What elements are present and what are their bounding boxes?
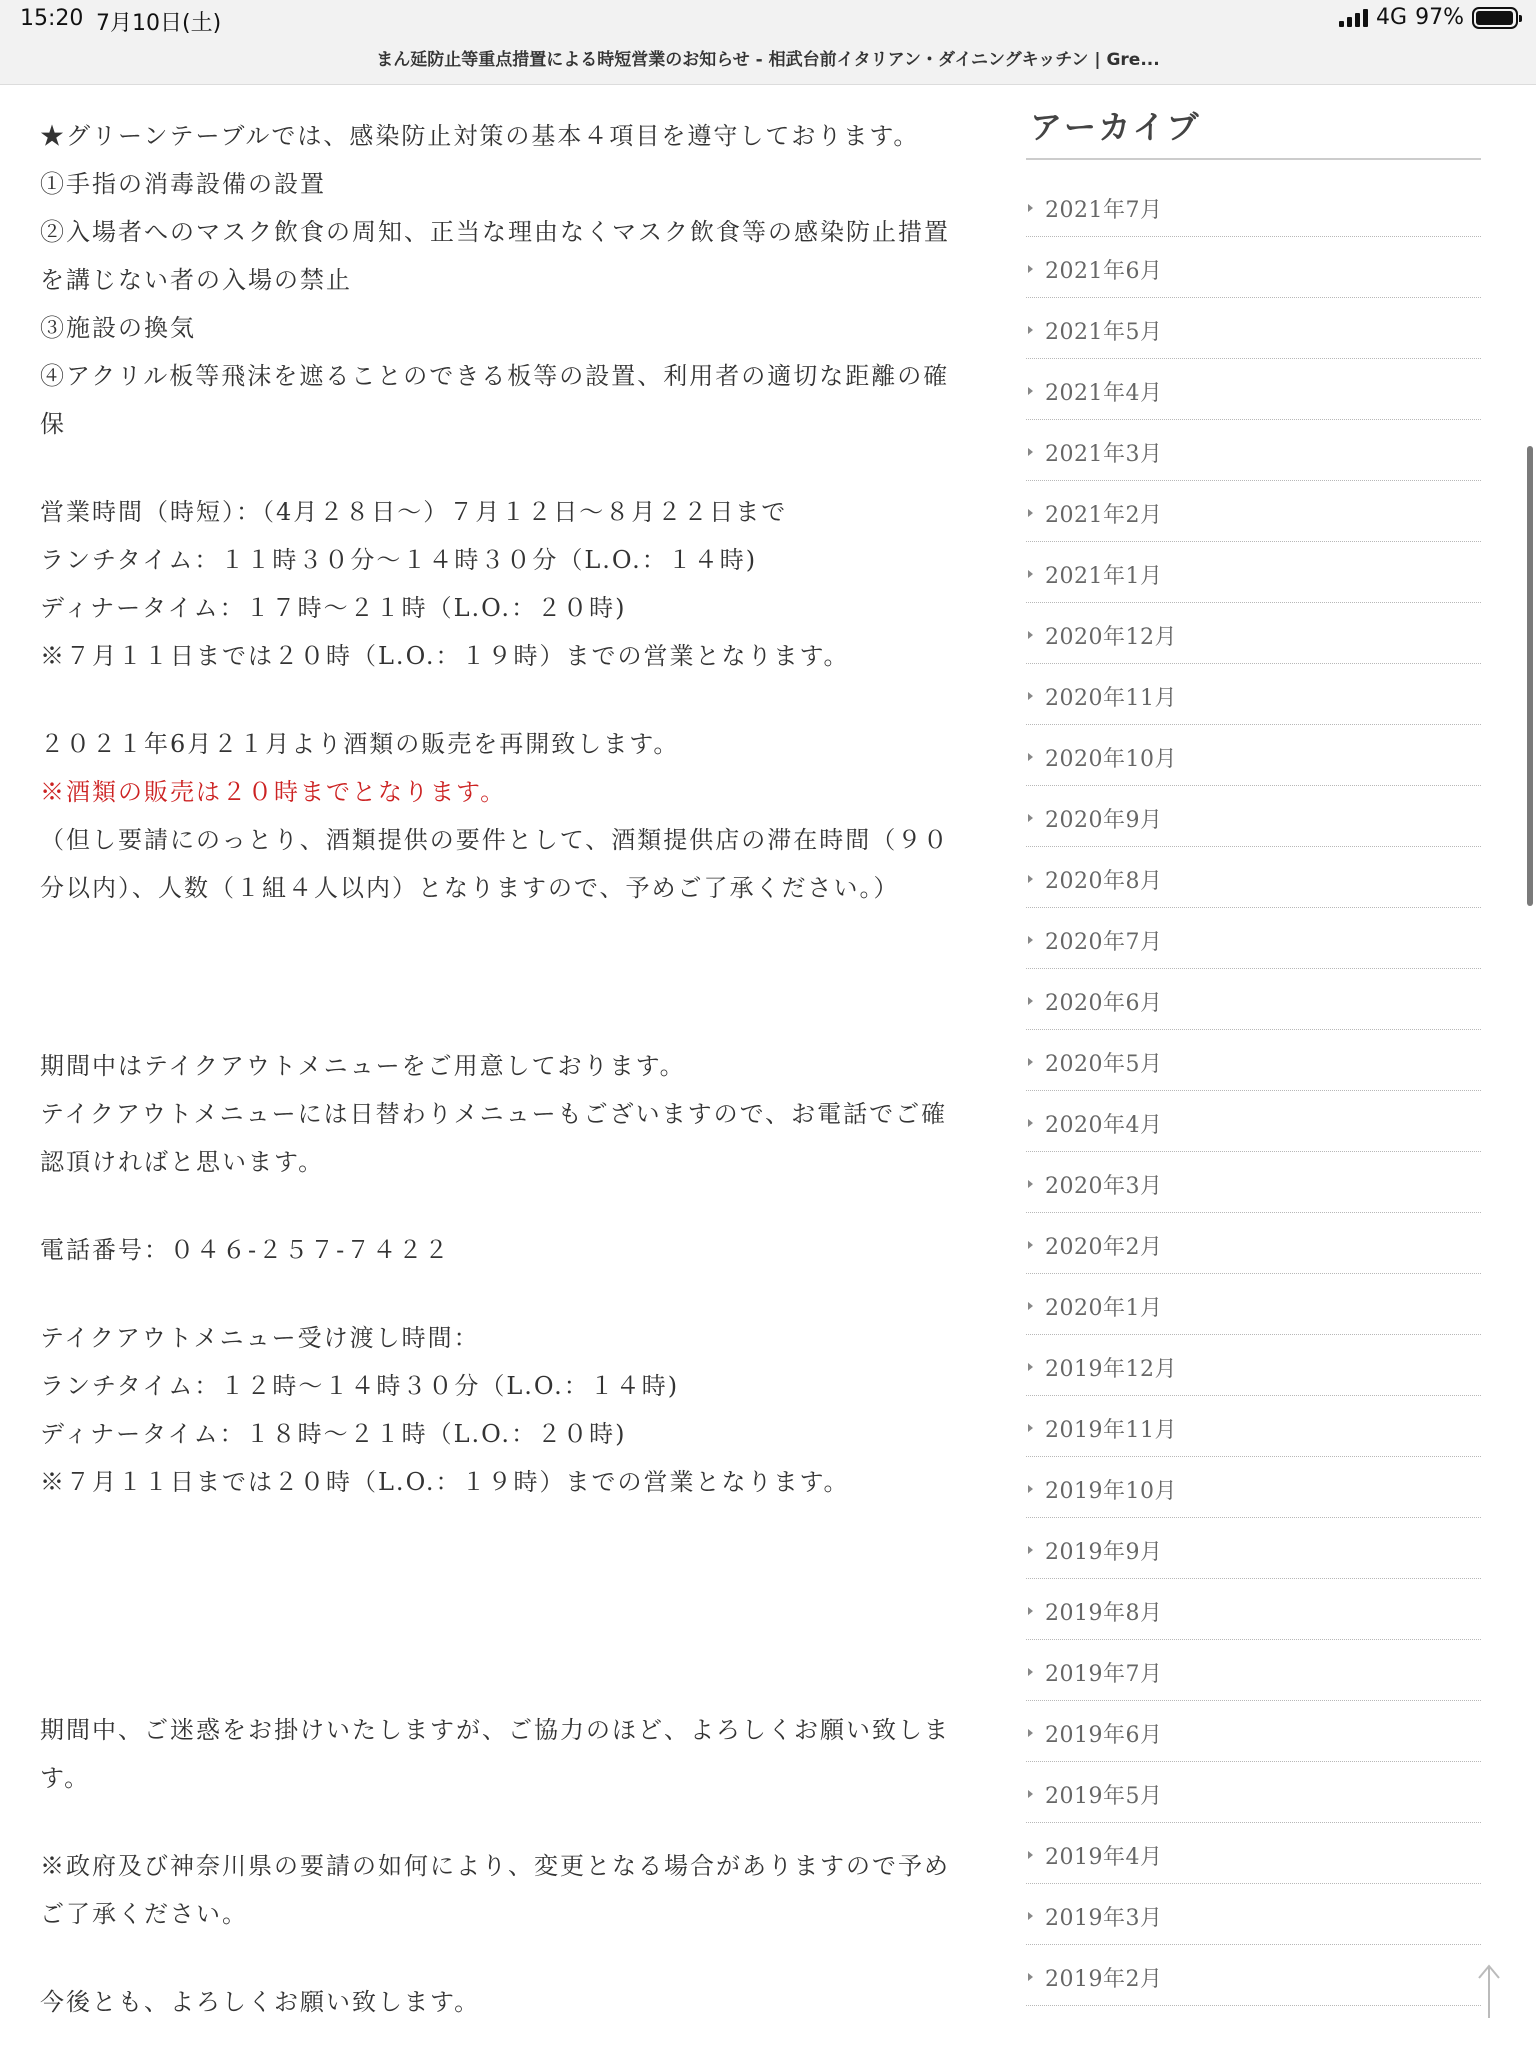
battery-percent: 97% (1415, 5, 1464, 30)
triangle-right-icon (1028, 1912, 1033, 1920)
paragraph: 今後とも、よろしくお願い致します。 (40, 1988, 481, 2016)
archive-link[interactable] (1026, 1152, 1481, 1213)
archive-link-label: 2020年8月 (1045, 868, 1163, 894)
triangle-right-icon (1028, 631, 1033, 639)
archive-heading: アーカイブ (1026, 96, 1481, 160)
scrollbar[interactable] (1527, 446, 1533, 906)
triangle-right-icon (1028, 997, 1033, 1005)
archive-link[interactable] (1026, 1823, 1481, 1884)
triangle-right-icon (1028, 387, 1033, 395)
triangle-right-icon (1028, 1851, 1033, 1859)
clock: 15:20 (20, 6, 84, 31)
archive-link-label: 2021年7月 (1045, 197, 1163, 223)
archive-link-label: 2020年3月 (1045, 1173, 1163, 1199)
archive-link[interactable] (1026, 481, 1481, 542)
archive-link-label: 2020年6月 (1045, 990, 1163, 1016)
triangle-right-icon (1028, 1729, 1033, 1737)
page-title: まん延防止等重点措置による時短営業のお知らせ - 相武台前イタリアン・ダイニングキッチン | Gre... (376, 50, 1160, 70)
triangle-right-icon (1028, 814, 1033, 822)
paragraph: ※７月１１日までは２０時（L.O.：１９時）までの営業となります。 (40, 642, 850, 670)
phone-number: 電話番号：０４６-２５７-７４２２ (40, 1236, 451, 1264)
archive-link[interactable] (1026, 847, 1481, 908)
paragraph: ２０２１年6月２１月より酒類の販売を再開致します。 (40, 730, 680, 758)
archive-link-label: 2021年3月 (1045, 441, 1163, 467)
archive-link-label: 2020年9月 (1045, 807, 1163, 833)
triangle-right-icon (1028, 326, 1033, 334)
archive-link[interactable] (1026, 725, 1481, 786)
triangle-right-icon (1028, 448, 1033, 456)
paragraph: ③施設の換気 (40, 314, 196, 342)
triangle-right-icon (1028, 1302, 1033, 1310)
paragraph: ②入場者へのマスク飲食の周知、正当な理由なくマスク飲食等の感染防止措置を講じない者の入場の禁止 (40, 218, 950, 294)
triangle-right-icon (1028, 1180, 1033, 1188)
archive-link[interactable] (1026, 1274, 1481, 1335)
archive-link[interactable] (1026, 1457, 1481, 1518)
triangle-right-icon (1028, 1668, 1033, 1676)
triangle-right-icon (1028, 204, 1033, 212)
archive-sidebar (1026, 96, 1481, 2006)
archive-link-label: 2021年6月 (1045, 258, 1163, 284)
paragraph: （但し要請にのっとり、酒類提供の要件として、酒類提供店の滞在時間（９０分以内）、人数（１組４人以内）となりますので、予めご了承ください。） (40, 826, 950, 902)
archive-link[interactable] (1026, 664, 1481, 725)
archive-link-label: 2020年11月 (1045, 685, 1177, 711)
archive-link[interactable] (1026, 1762, 1481, 1823)
status-indicators (1339, 5, 1518, 30)
archive-link-label: 2019年12月 (1045, 1356, 1177, 1382)
archive-link[interactable] (1026, 176, 1481, 237)
archive-link-label: 2020年10月 (1045, 746, 1177, 772)
triangle-right-icon (1028, 692, 1033, 700)
archive-link-label: 2020年5月 (1045, 1051, 1163, 1077)
triangle-right-icon (1028, 1546, 1033, 1554)
alcohol-notice: ※酒類の販売は２０時までとなります。 (40, 778, 507, 806)
battery-icon (1472, 7, 1518, 29)
archive-link[interactable] (1026, 1701, 1481, 1762)
triangle-right-icon (1028, 1607, 1033, 1615)
archive-link[interactable] (1026, 1213, 1481, 1274)
archive-link-label: 2021年5月 (1045, 319, 1163, 345)
triangle-right-icon (1028, 875, 1033, 883)
triangle-right-icon (1028, 936, 1033, 944)
paragraph: ※７月１１日までは２０時（L.O.：１９時）までの営業となります。 (40, 1468, 850, 1496)
page-title-bar[interactable] (0, 40, 1536, 85)
archive-link[interactable] (1026, 1518, 1481, 1579)
triangle-right-icon (1028, 1058, 1033, 1066)
paragraph: 期間中はテイクアウトメニューをご用意しております。 (40, 1052, 686, 1080)
archive-link-label: 2019年5月 (1045, 1783, 1163, 1809)
archive-list (1026, 176, 1481, 2006)
paragraph: ④アクリル板等飛沫を遮ることのできる板等の設置、利用者の適切な距離の確保 (40, 362, 950, 438)
status-bar (0, 0, 1536, 40)
paragraph: ★グリーンテーブルでは、感染防止対策の基本４項目を遵守しております。 (40, 122, 920, 150)
archive-link-label: 2021年4月 (1045, 380, 1163, 406)
network-type: 4G (1376, 5, 1408, 30)
triangle-right-icon (1028, 1119, 1033, 1127)
back-to-top-arrow-icon[interactable] (1474, 1962, 1504, 2022)
archive-link-label: 2020年12月 (1045, 624, 1177, 650)
triangle-right-icon (1028, 265, 1033, 273)
paragraph: ①手指の消毒設備の設置 (40, 170, 326, 198)
archive-link[interactable] (1026, 1335, 1481, 1396)
triangle-right-icon (1028, 1363, 1033, 1371)
archive-link-label: 2020年1月 (1045, 1295, 1163, 1321)
paragraph: ランチタイム：１１時３０分〜１４時３０分（L.O.：１４時) (40, 546, 758, 574)
paragraph: 営業時間（時短）：（4月２８日〜）７月１２日〜８月２２日まで (40, 498, 788, 526)
archive-link-label: 2020年7月 (1045, 929, 1163, 955)
archive-link[interactable] (1026, 603, 1481, 664)
archive-link[interactable] (1026, 298, 1481, 359)
archive-link[interactable] (1026, 1945, 1481, 2006)
archive-link-label: 2019年10月 (1045, 1478, 1177, 1504)
archive-link[interactable] (1026, 1030, 1481, 1091)
archive-link-label: 2019年4月 (1045, 1844, 1163, 1870)
archive-link-label: 2019年11月 (1045, 1417, 1177, 1443)
triangle-right-icon (1028, 1790, 1033, 1798)
archive-link[interactable] (1026, 359, 1481, 420)
archive-link-label: 2020年2月 (1045, 1234, 1163, 1260)
archive-link[interactable] (1026, 1396, 1481, 1457)
triangle-right-icon (1028, 753, 1033, 761)
archive-link-label: 2019年3月 (1045, 1905, 1163, 1931)
archive-link-label: 2021年1月 (1045, 563, 1163, 589)
archive-link-label: 2021年2月 (1045, 502, 1163, 528)
triangle-right-icon (1028, 1424, 1033, 1432)
paragraph: テイクアウトメニュー受け渡し時間： (40, 1324, 480, 1352)
archive-link-label: 2019年8月 (1045, 1600, 1163, 1626)
triangle-right-icon (1028, 570, 1033, 578)
archive-link[interactable] (1026, 1640, 1481, 1701)
triangle-right-icon (1028, 1241, 1033, 1249)
archive-link[interactable] (1026, 1579, 1481, 1640)
archive-link[interactable] (1026, 237, 1481, 298)
triangle-right-icon (1028, 509, 1033, 517)
archive-link[interactable] (1026, 1884, 1481, 1945)
archive-link[interactable] (1026, 908, 1481, 969)
triangle-right-icon (1028, 1485, 1033, 1493)
article-body (40, 112, 960, 2026)
archive-link[interactable] (1026, 969, 1481, 1030)
paragraph: ※政府及び神奈川県の要請の如何により、変更となる場合がありますので予めご了承ください。 (40, 1852, 950, 1928)
archive-link-label: 2019年9月 (1045, 1539, 1163, 1565)
archive-link[interactable] (1026, 1091, 1481, 1152)
archive-link-label: 2019年7月 (1045, 1661, 1163, 1687)
date: 7月10日(土) (96, 11, 222, 36)
archive-link[interactable] (1026, 542, 1481, 603)
archive-link[interactable] (1026, 420, 1481, 481)
paragraph: ディナータイム：１８時〜２１時（L.O.：２０時) (40, 1420, 627, 1448)
triangle-right-icon (1028, 1973, 1033, 1981)
archive-link-label: 2020年4月 (1045, 1112, 1163, 1138)
archive-link-label: 2019年2月 (1045, 1966, 1163, 1992)
archive-link[interactable] (1026, 786, 1481, 847)
paragraph: ディナータイム：１７時〜２１時（L.O.：２０時) (40, 594, 627, 622)
paragraph: テイクアウトメニューには日替わりメニューもございますので、お電話でご確認頂ければと思います。 (40, 1100, 948, 1176)
paragraph: ランチタイム：１２時〜１４時３０分（L.O.：１４時) (40, 1372, 680, 1400)
archive-link-label: 2019年6月 (1045, 1722, 1163, 1748)
paragraph: 期間中、ご迷惑をお掛けいたしますが、ご協力のほど、よろしくお願い致します。 (40, 1716, 950, 1792)
cellular-signal-icon (1339, 9, 1368, 27)
